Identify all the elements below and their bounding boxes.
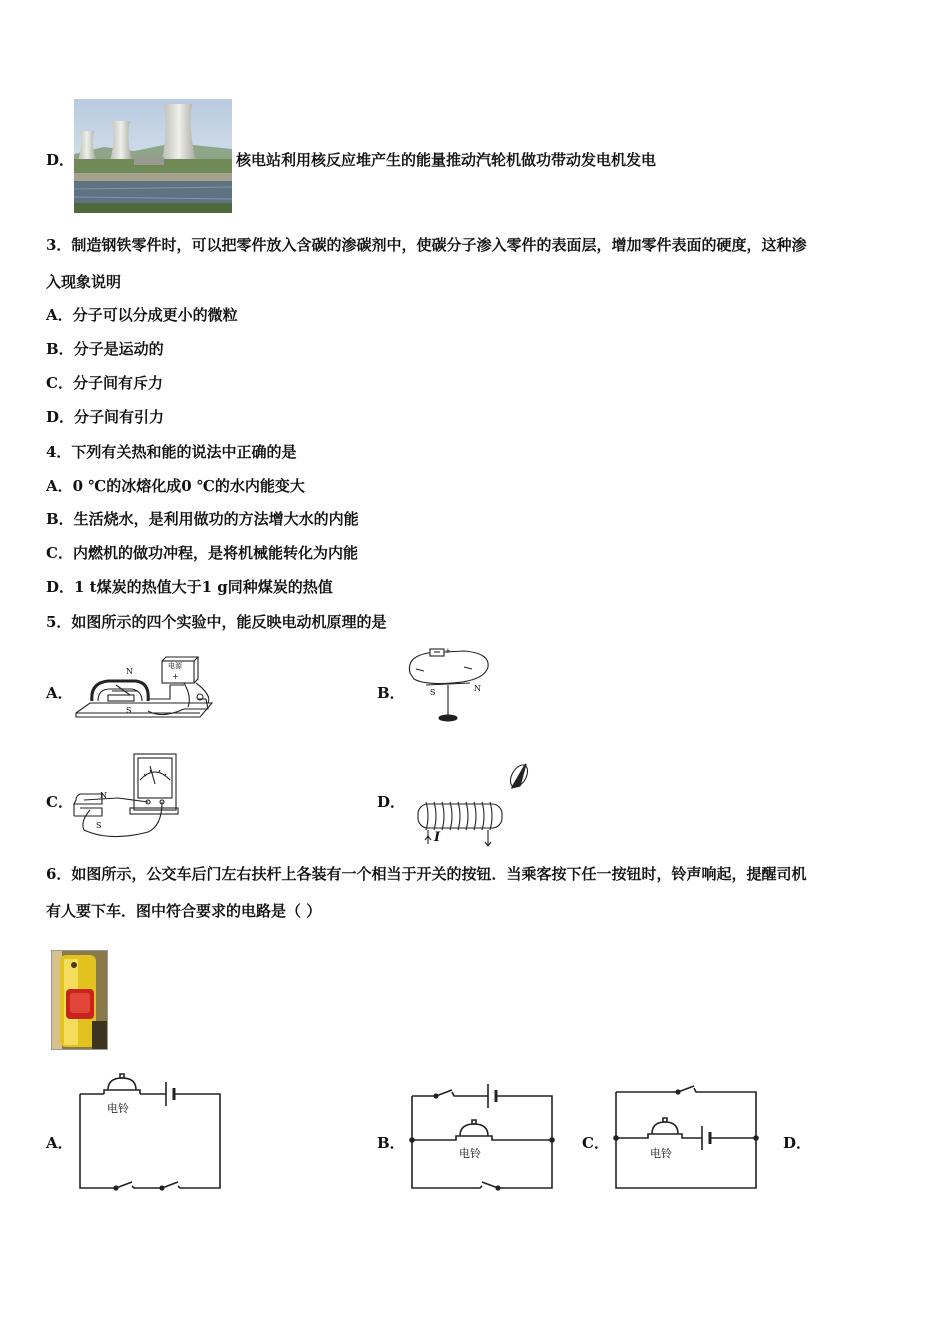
q3-option-c: C．分子间有斥力 <box>46 374 163 392</box>
q6-circuit-c-diagram <box>612 1072 762 1192</box>
q6-a-bell-label: 电铃 <box>107 1102 129 1115</box>
q6-label-c: C． <box>582 1134 609 1152</box>
q4-stem: 4．下列有关热和能的说法中正确的是 <box>46 443 297 461</box>
q2-option-d-label: D． <box>46 151 75 169</box>
q5-a-power-label: 电源 <box>168 662 182 670</box>
q5-b-s-pole-label: S <box>430 688 436 697</box>
q6-c-bell-label: 电铃 <box>650 1147 672 1160</box>
q6-label-a: A． <box>46 1134 73 1152</box>
q5-label-d: D． <box>377 793 406 811</box>
q4-option-d: D．1 t煤炭的热值大于1 g同种煤炭的热值 <box>46 578 333 596</box>
q4-option-a: A．0 ℃的冰熔化成0 ℃的水内能变大 <box>46 477 305 495</box>
q4-option-b: B．生活烧水，是利用做功的方法增大水的内能 <box>46 510 359 528</box>
bus-button-photo <box>51 950 108 1050</box>
q3-stem-line2: 入现象说明 <box>46 273 122 291</box>
q2-option-d-text: 核电站利用核反应堆产生的能量推动汽轮机做功带动发电机发电 <box>236 151 657 169</box>
q5-b-n-pole-label: N <box>474 684 481 693</box>
q5-label-c: C． <box>46 793 73 811</box>
q3-option-b: B．分子是运动的 <box>46 340 164 358</box>
q6-stem-line1: 6．如图所示，公交车后门左右扶杆上各装有一个相当于开关的按钮．当乘客按下任一按钮时，铃声响起，提醒司机 <box>46 865 807 883</box>
q5-figure-a-motor-apparatus <box>72 655 222 723</box>
q5-label-b: B． <box>377 684 405 702</box>
q6-b-bell-label: 电铃 <box>459 1147 481 1160</box>
q5-figure-c-galvanometer-induction <box>70 750 182 842</box>
q5-d-current-label: I <box>434 830 441 845</box>
q5-label-a: A． <box>46 684 73 702</box>
q5-a-s-pole-label: S <box>126 706 132 715</box>
q5-c-s-pole-label: S <box>96 821 102 830</box>
q6-circuit-b-diagram <box>408 1070 558 1192</box>
q6-label-b: B． <box>377 1134 405 1152</box>
q6-label-d: D． <box>783 1134 812 1152</box>
q5-a-plus-sign: + <box>172 672 179 681</box>
q4-option-c: C．内燃机的做功冲程，是将机械能转化为内能 <box>46 544 358 562</box>
q5-a-n-pole-label: N <box>126 667 133 676</box>
q5-c-n-pole-label: N <box>100 791 107 800</box>
q5-stem: 5．如图所示的四个实验中，能反映电动机原理的是 <box>46 613 387 631</box>
q3-option-d: D．分子间有引力 <box>46 408 165 426</box>
q5-b-plus-sign: + <box>445 647 451 655</box>
q6-circuit-a-diagram <box>76 1070 224 1192</box>
q6-stem-line2: 有人要下车．图中符合要求的电路是（ ） <box>46 902 322 920</box>
q3-stem-line1: 3．制造钢铁零件时，可以把零件放入含碳的渗碳剂中，使碳分子渗入零件的表面层，增加零件表面的硬度，这种渗 <box>46 236 807 254</box>
q5-figure-d-solenoid-compass <box>412 760 536 850</box>
nuclear-plant-photo <box>74 99 232 213</box>
q3-option-a: A．分子可以分成更小的微粒 <box>46 306 238 324</box>
